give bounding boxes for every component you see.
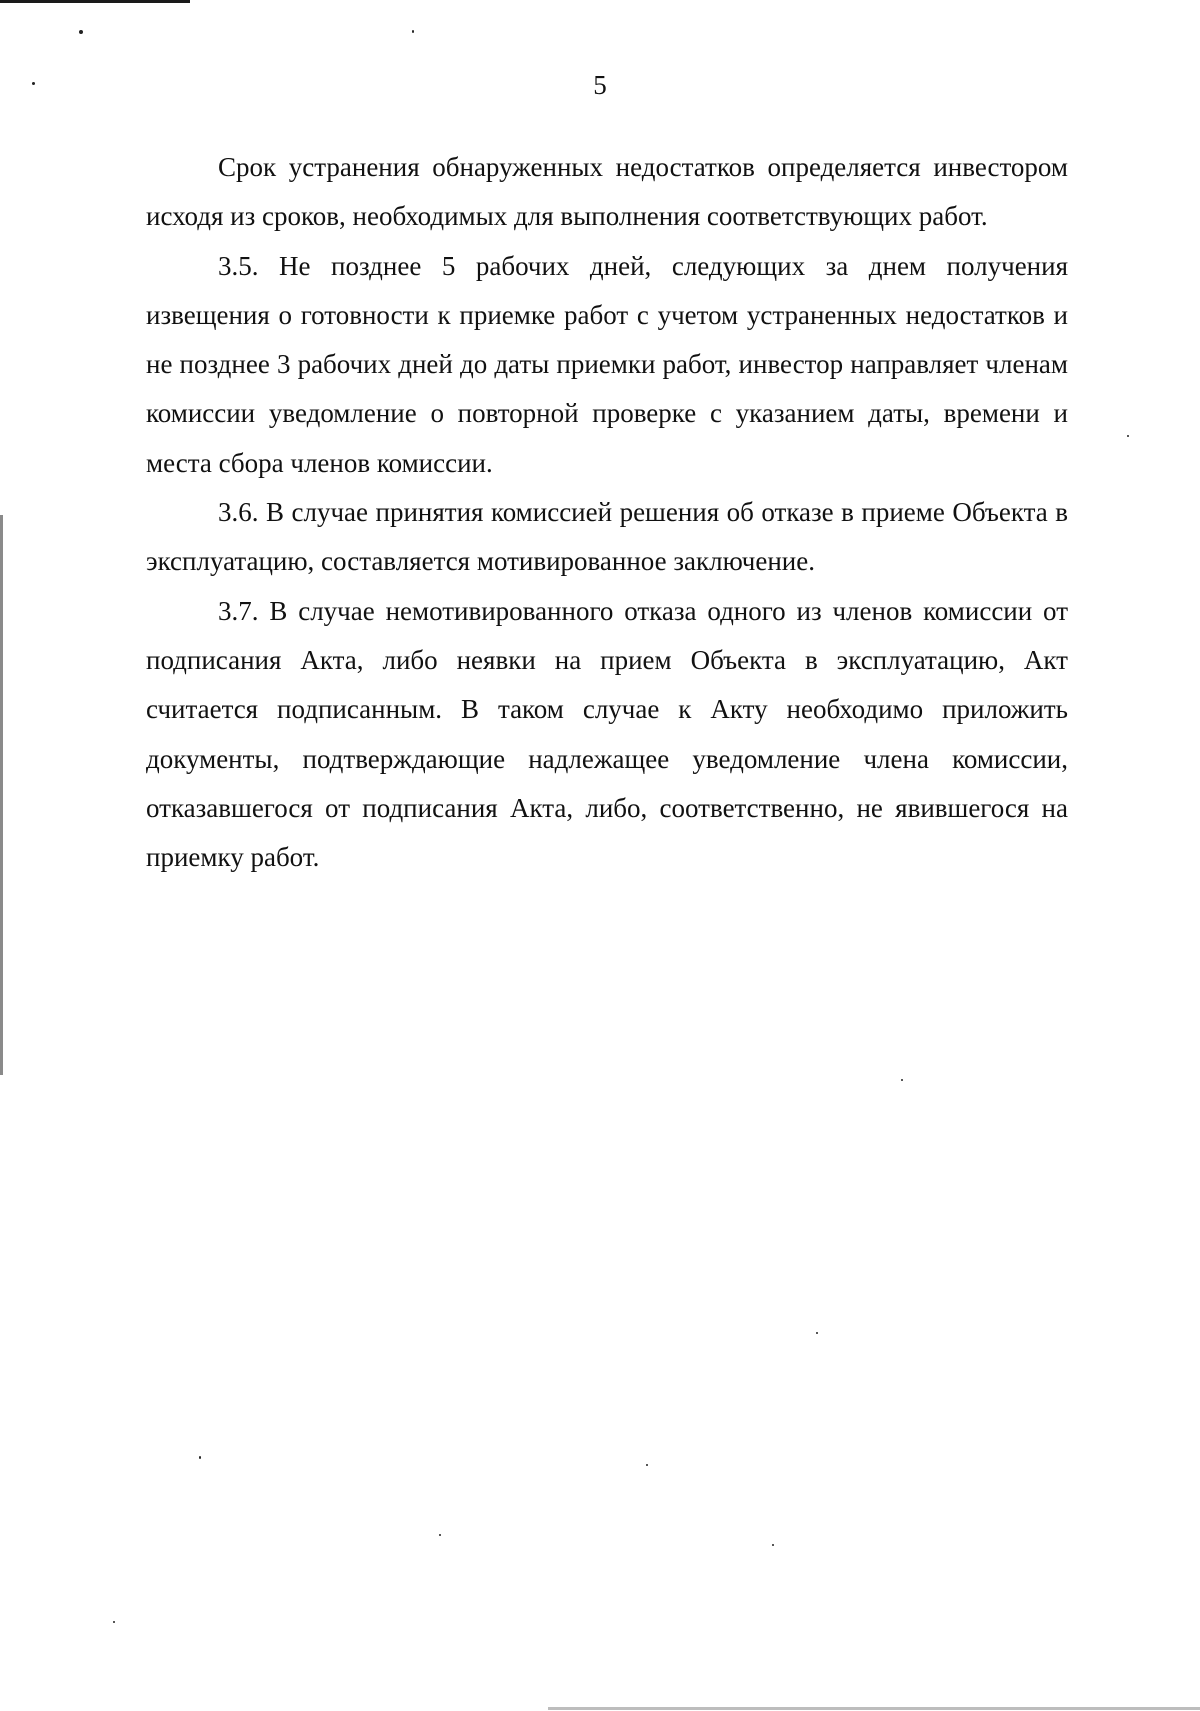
scan-speck bbox=[901, 1079, 903, 1081]
scan-speck bbox=[646, 1464, 648, 1466]
paragraph-3-6: 3.6. В случае принятия комиссией решения об отказе в приеме Объекта в эксплуатацию, составляется мотивированное заключение. bbox=[146, 497, 1068, 577]
scan-bottom-edge-line bbox=[548, 1707, 1200, 1710]
scan-speck bbox=[1127, 435, 1129, 437]
page-number: 5 bbox=[593, 70, 607, 100]
scan-speck bbox=[79, 30, 83, 34]
scan-speck bbox=[113, 1621, 115, 1623]
paragraph-3-7: 3.7. В случае немотивированного отказа одного из членов комиссии от подписания Акта, либо неявки на прием Объекта в эксплуатацию, Акт считается подписанным. В таком случае к Акту необходимо приложить документы, подтверждающие надлежащее уведомление члена комиссии, отказавшегося от подписания Акта, либо, соответственно, не явившегося на приемку работ. bbox=[146, 595, 1068, 873]
scan-speck bbox=[816, 1332, 818, 1334]
scan-top-edge-line bbox=[0, 0, 190, 3]
scan-speck bbox=[412, 30, 414, 33]
paragraph-3-5: 3.5. Не позднее 5 рабочих дней, следующих за днем получения извещения о готовности к приемке работ с учетом устраненных недостатков и не позднее 3 рабочих дней до даты приемки работ, инвестор направляет членам комиссии уведомление о повторной проверке с указанием даты, времени и места сбора членов комиссии. bbox=[146, 250, 1068, 478]
scan-speck bbox=[199, 1456, 201, 1459]
paragraph-defect-deadline: Срок устранения обнаруженных недостатков определяется инвестором исходя из сроков, необходимых для выполнения соответствующих работ. bbox=[146, 152, 1068, 232]
scan-speck bbox=[439, 1534, 441, 1536]
scan-speck bbox=[772, 1544, 774, 1546]
document-body bbox=[146, 143, 1068, 882]
scan-left-edge-shadow bbox=[0, 515, 3, 1075]
